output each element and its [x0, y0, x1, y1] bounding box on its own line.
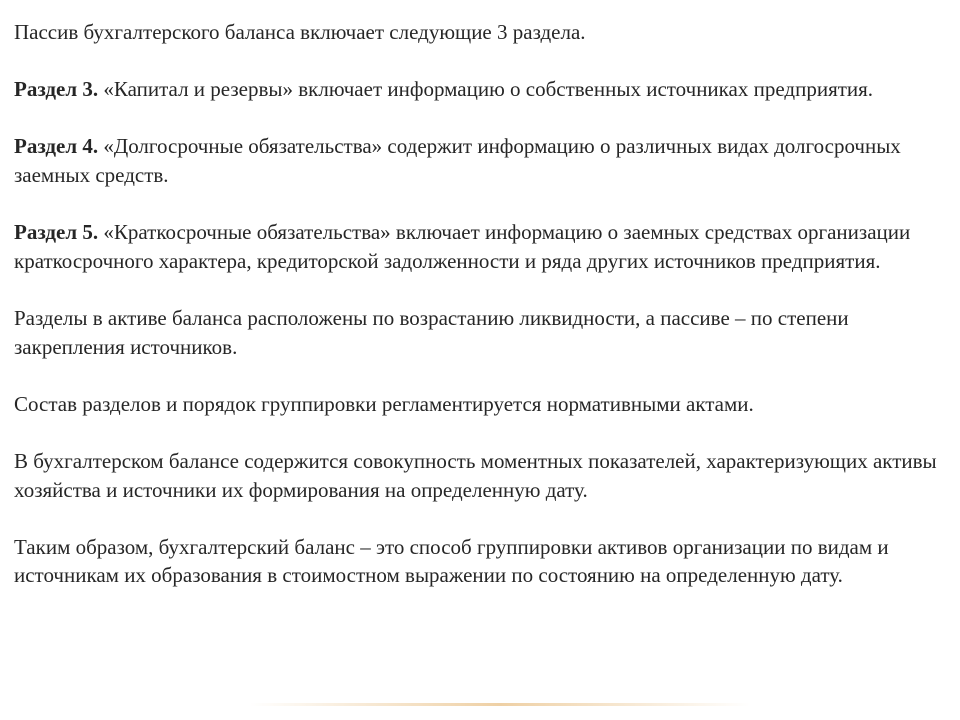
slide-text-body — [14, 18, 949, 590]
paragraph-liquidity — [14, 304, 949, 361]
paragraph-section-3 — [14, 75, 949, 104]
section-label: Раздел 5. — [14, 220, 99, 245]
paragraph-text: «Долгосрочные обязательства» содержит информацию о различных видах долгосрочных заемных средств. — [14, 134, 901, 187]
section-label: Раздел 4. — [14, 134, 99, 159]
paragraph-text: Пассив бухгалтерского баланса включает следующие 3 раздела. — [14, 20, 586, 44]
paragraph-section-4 — [14, 132, 949, 189]
paragraph-text: «Краткосрочные обязательства» включает информацию о заемных средствах организации краткосрочного характера, кредиторской задолженности и ряда других источников предприятия. — [14, 220, 911, 273]
paragraph-intro — [14, 18, 949, 47]
paragraph-conclusion — [14, 533, 949, 590]
section-label: Раздел 3. — [14, 77, 99, 102]
paragraph-text: Состав разделов и порядок группировки регламентируется нормативными актами. — [14, 391, 754, 416]
paragraph-text: В бухгалтерском балансе содержится совокупность моментных показателей, характеризующих активы хозяйства и источники их формирования на определенную дату. — [14, 448, 937, 502]
paragraph-text: «Капитал и резервы» включает информацию о собственных источниках предприятия. — [98, 77, 874, 102]
paragraph-section-5 — [14, 218, 949, 275]
paragraph-text: Разделы в активе баланса расположены по возрастанию ликвидности, а пассиве – по степени закрепления источников. — [14, 305, 849, 359]
paragraph-indicators — [14, 447, 949, 504]
paragraph-regulation — [14, 390, 949, 419]
decorative-divider — [250, 703, 750, 706]
paragraph-text: Таким образом, бухгалтерский баланс – это способ группировки активов организации по видам и источникам их образования в стоимостном выражении по состоянию на определенную дату. — [14, 534, 889, 588]
